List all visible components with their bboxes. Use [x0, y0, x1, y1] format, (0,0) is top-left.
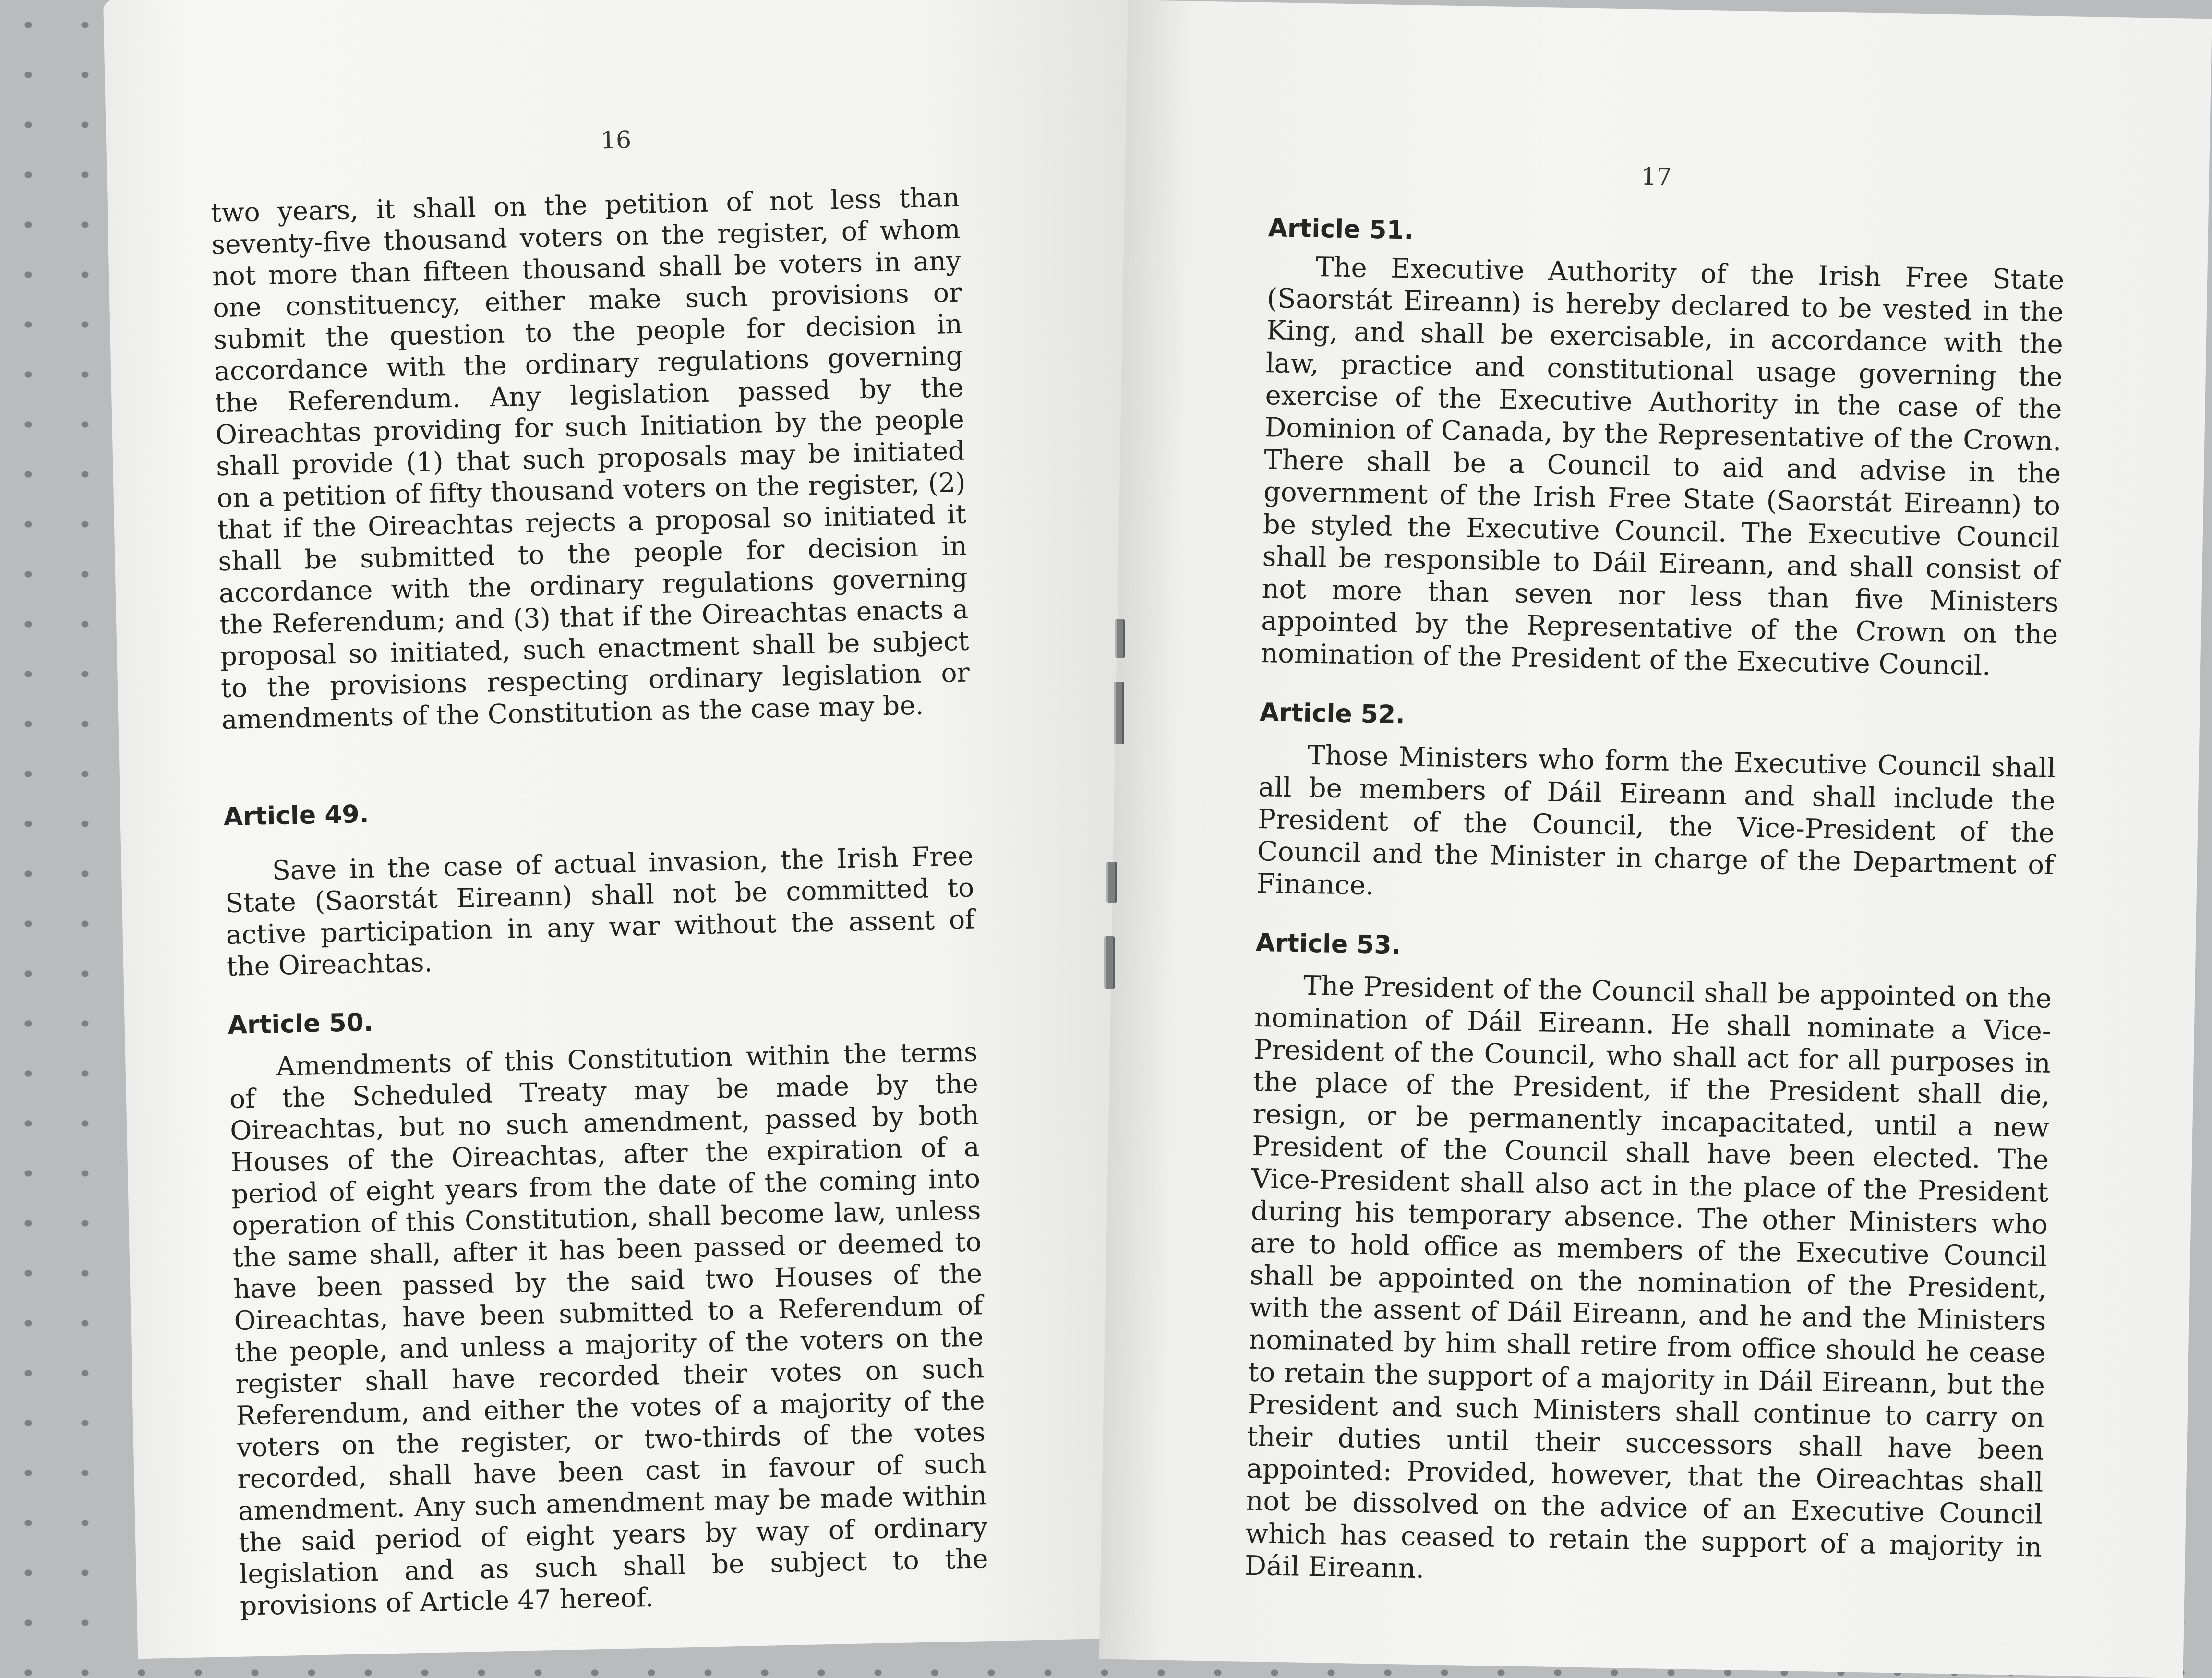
article-text: The Executive Authority of the Irish Free State (Saorstát Eireann) is hereby declared to be vested in the King, and shall be exercisable, in accordance with the law, practice and constitutional usage governing the exercise of the Executive Authority in the case of the Dominion of Canada, by the Representative of the Crown. There shall be a Council to aid and advise in the government of the Irish Free State (Saorstát Eireann) to be styled the Executive Council. The Executive Council shall be responsible to Dáil Eireann, and shall consist of not more than seven nor less than five Ministers appointed by the Representative of the Crown on the nomination of the President of the Executive Council.	[1260, 251, 2065, 682]
right-text-column	[1245, 214, 2065, 1595]
left-text-column	[211, 181, 989, 1622]
continuation-paragraph: two years, it shall on the petition of not less than seventy-five thousand voters on the register, of whom not more than fifteen thousand shall be voters in any one constituency, either make such provisions or submit the question to the people for decision in accordance with the ordinary regulations governing the Referendum. Any legislation passed by the Oireachtas providing for such Initiation by the people shall provide (1) that such proposals may be initiated on a petition of fifty thousand voters on the register, (2) that if the Oireachtas rejects a proposal so initiated it shall be submitted to the people for decision in accordance with the ordinary regulations governing the Referendum; and (3) that if the Oireachtas enacts a proposal so initiated, such enactment shall be subject to the provisions respecting ordinary legislation or amendments of the Constitution as the case may be.	[210, 181, 970, 736]
right-page	[1099, 0, 2212, 1678]
article-49	[223, 787, 975, 982]
article-53	[1245, 929, 2053, 1595]
page-number: 16	[600, 126, 632, 155]
article-heading: Article 50.	[228, 1008, 374, 1040]
article-text: The President of the Council shall be appointed on the nomination of Dáil Eireann. He shall nominate a Vice-President of the Council, who shall act for all purposes in the place of the President, if the President shall die, resign, or be permanently incapacitated, until a new President of the Council shall have been elected. The Vice-President shall also act in the place of the President during his temporary absence. The other Ministers who are to hold office as members of the Executive Council shall be appointed on the nomination of the President, with the assent of Dáil Eireann, and he and the Ministers nominated by him shall retire from office should he cease to retain the support of a majority in Dáil Eireann, but the President and such Ministers shall continue to carry on their duties until their successors shall have been appointed: Provided, however, that the Oireachtas shall not be dissolved on the advice of an Executive Council which has ceased to retain the support of a majority in Dáil Eireann.	[1244, 970, 2052, 1585]
staple	[1104, 936, 1115, 989]
staple	[1115, 619, 1125, 658]
article-text: Those Ministers who form the Executive Council shall all be members of Dáil Eireann and shall include the President of the Council, the Vice-President of the Council and the Minister in charge of the Department of Finance.	[1256, 740, 2056, 902]
article-heading: Article 51.	[1268, 214, 1414, 245]
article-heading: Article 52.	[1259, 698, 1406, 730]
article-heading: Article 49.	[223, 799, 369, 832]
staple	[1106, 862, 1117, 903]
article-text: Save in the case of actual invasion, the Irish Free State (Saorstát Eireann) shall not be committed to active participation in any war without the assent of the Oireachtas.	[225, 840, 975, 982]
page-number: 17	[1641, 162, 1672, 191]
article-51	[1261, 214, 2065, 683]
article-50	[228, 995, 989, 1621]
article-52	[1256, 698, 2056, 914]
staple	[1114, 682, 1124, 744]
article-text: Amendments of this Constitution within the terms of the Scheduled Treaty may be made by the Oireachtas, but no such amendment, passed by both Houses of the Oireachtas, after the expiration of a period of eight years from the date of the coming into operation of this Constitution, shall become law, unless the same shall, after it has been passed or deemed to have been passed by the said two Houses of the Oireachtas, have been submitted to a Referendum of the people, and unless a majority of the voters on the register shall have recorded their votes on such Referendum, and either the votes of a majority of the voters on the register, or two-thirds of the votes recorded, shall have been cast in favour of such amendment. Any such amendment may be made within the said period of eight years by way of ordinary legislation and as such shall be subject to the provisions of Article 47 hereof.	[229, 1036, 989, 1621]
article-heading: Article 53.	[1255, 929, 1401, 960]
left-page	[103, 0, 1163, 1659]
